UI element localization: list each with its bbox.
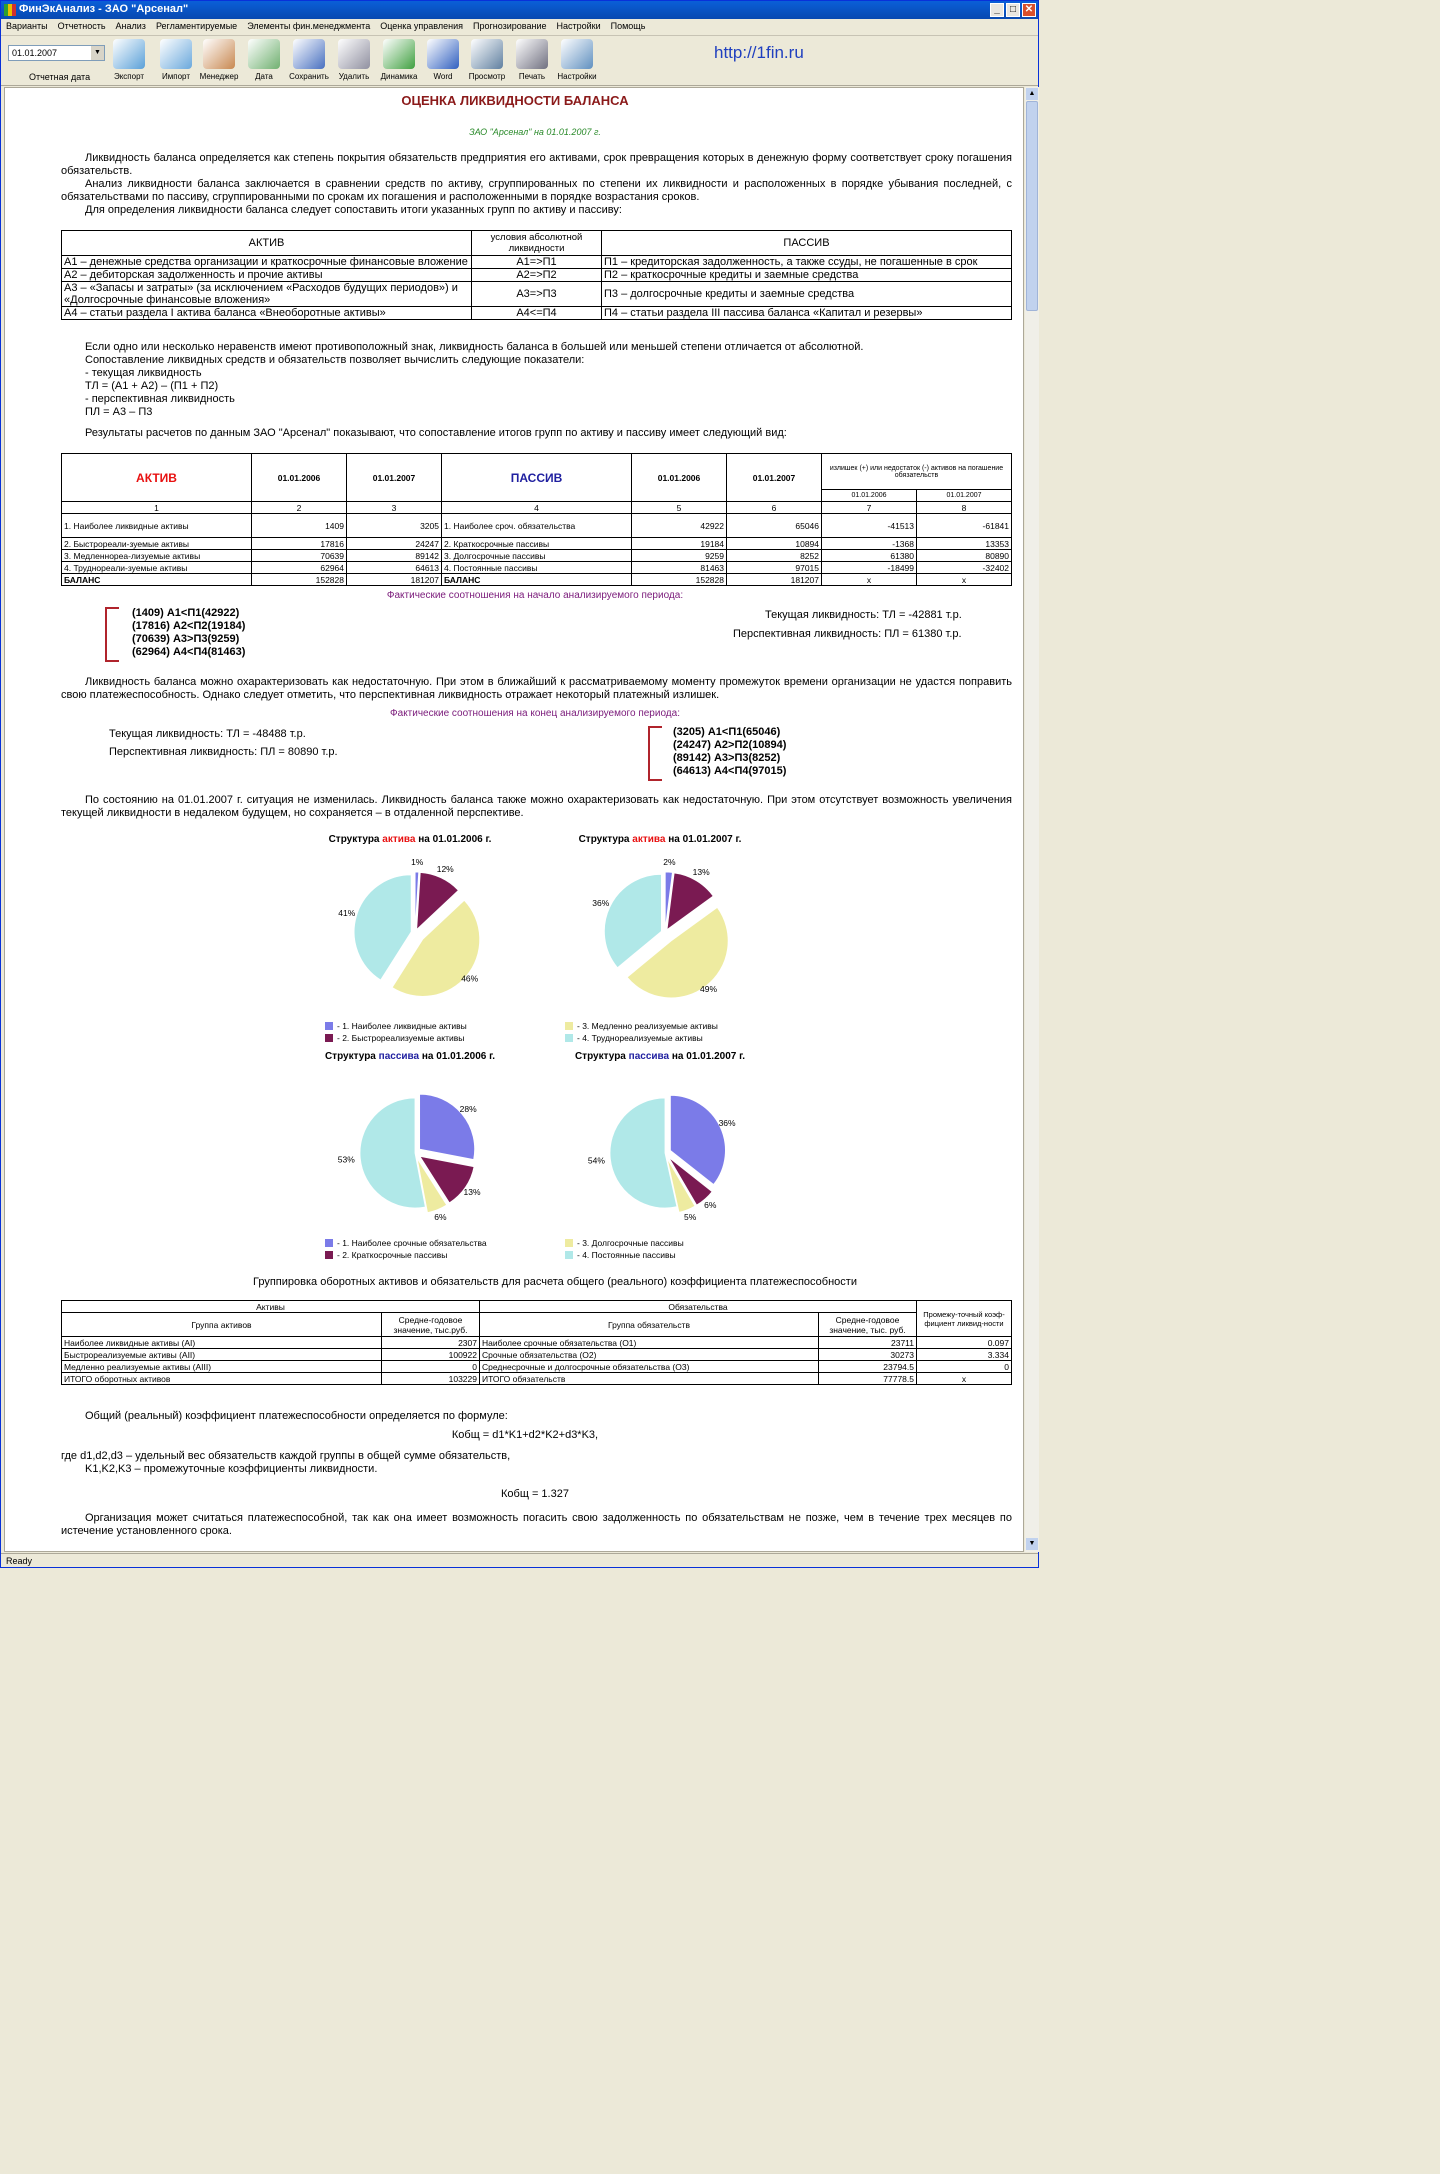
toolbar-save-button[interactable]: Сохранить <box>289 39 329 81</box>
status-bar: Ready <box>1 1553 1038 1568</box>
toolbar-import-button[interactable]: Импорт <box>156 39 196 81</box>
paragraph: По состоянию на 01.01.2007 г. ситуация не изменилась. Ликвидность баланса также можно охарактеризовать как недостаточную. При этом отсутствует возможность увеличения текущей ликвидности в недалеком будущем, но сохраняется – в отдаленной перспективе. <box>61 794 1012 819</box>
relation-line: (17816) А2<П2(19184) <box>132 620 246 632</box>
solvency-table: Активы Обязательства Промежу-точный коэф-фициент ликвид-ности Группа активов Средне-годовое значение, тыс.руб. Группа обязательств Средне-годовое значение, тыс. руб. Наиболее ликвидные активы (AI) 2307 Наиболее срочные обязательства (O1) 23711 0.097 Быстрореализуемые активы (AII) 100922 Срочные обязательства (O2) 30273 3.334 Медленно реализуемые активы (AIII) 0 Среднесрочные и долгосрочные обязательства (O3) 23794.5 0 ИТОГО оборотных активов 103229 ИТОГО обязательств 77778.5 x <box>61 1300 1012 1385</box>
paragraph: где d1,d2,d3 – удельный вес обязательств каждой группы в общей сумме обязательств, <box>61 1450 511 1462</box>
relation-line: (24247) А2>П2(10894) <box>673 739 787 751</box>
menu-variants[interactable]: Варианты <box>6 21 48 31</box>
word-icon <box>427 39 459 69</box>
perspective-liquidity-end: Перспективная ликвидность: ПЛ = 80890 т.р. <box>109 746 338 758</box>
current-liquidity-end: Текущая ликвидность: ТЛ = -48488 т.р. <box>109 728 306 740</box>
page-title: ОЦЕНКА ЛИКВИДНОСТИ БАЛАНСА <box>401 93 629 108</box>
table-row: 2. Быстрореали-зуемые активы 17816 24247 2. Краткосрочные пассивы 19184 10894 -1368 13353 <box>62 538 1012 550</box>
result-value: Кобщ = 1.327 <box>501 1488 569 1500</box>
chart-title-p2007: Структура пассива на 01.01.2007 г. <box>574 1051 746 1062</box>
legend-swatch <box>325 1022 333 1030</box>
manager-icon <box>203 39 235 69</box>
table-row: 1. Наиболее ликвидные активы 1409 3205 1. Наиболее сроч. обязательства 42922 65046 -41513 -61841 <box>62 514 1012 538</box>
relation-line: (3205) А1<П1(65046) <box>673 726 781 738</box>
pie-chart-aktiv-2006 <box>305 848 525 1003</box>
chevron-down-icon[interactable]: ▼ <box>91 46 104 60</box>
menu-regulated[interactable]: Регламентируемые <box>155 21 238 31</box>
table-row: Наиболее ликвидные активы (AI) 2307 Наиболее срочные обязательства (O1) 23711 0.097 <box>62 1337 1012 1349</box>
pie-label: 54% <box>587 1155 605 1166</box>
toolbar-export-button[interactable]: Экспорт <box>109 39 149 81</box>
paragraph: Общий (реальный) коэффициент платежеспособности определяется по формуле: <box>85 1410 508 1422</box>
page-subtitle: ЗАО "Арсенал" на 01.01.2007 г. <box>469 127 601 137</box>
window-title: ФинЭкАнализ - ЗАО "Арсенал" <box>19 3 189 15</box>
pie-label: 2% <box>663 857 676 868</box>
import-icon <box>160 39 192 69</box>
table-header: ПАССИВ <box>602 231 1012 256</box>
table-row: Быстрореализуемые активы (AII) 100922 Срочные обязательства (O2) 30273 3.334 <box>62 1349 1012 1361</box>
relation-line: (1409) А1<П1(42922) <box>132 607 240 619</box>
pie-slice <box>354 875 411 980</box>
pie-label: 13% <box>463 1186 481 1197</box>
chart-title-a2006: Структура актива на 01.01.2006 г. <box>328 834 492 845</box>
preview-icon <box>471 39 503 69</box>
toolbar-preview-button[interactable]: Просмотр <box>467 39 507 81</box>
formula-pl: ПЛ = А3 – П3 <box>85 406 153 418</box>
toolbar-chart-button[interactable]: Динамика <box>379 39 419 81</box>
relation-line: (64613) А4<П4(97015) <box>673 765 787 777</box>
menu-settings[interactable]: Настройки <box>556 21 601 31</box>
table-row: 4. Труднореали-зуемые активы 62964 64613 4. Постоянные пассивы 81463 97015 -18499 -32402 <box>62 562 1012 574</box>
pie-chart-passiv-2006 <box>305 1078 525 1223</box>
pie-chart-passiv-2007 <box>555 1078 775 1223</box>
balance-table: АКТИВ 01.01.2006 01.01.2007 ПАССИВ 01.01.2006 01.01.2007 излишек (+) или недостаток (-) активов на погашение обязательств 01.01.2006 01.01.2007 1 2 3 4 5 6 7 8 1. Наиболее ликвидные активы 1409 3205 1. Наиболее сроч. обязательства 42922 65046 -41513 -61841 2. Быстрореали-зуемые активы 17816 24247 2. Краткосрочные пассивы 19184 10894 -1368 13353 3. Медленнореа-лизуемые активы 70639 89142 3. Долгосрочные пассивы 9259 8252 61380 80890 4. Труднореали-зуемые активы 62964 64613 4. Постоянные пассивы 81463 97015 -18499 -32402 БАЛАНС 152828 181207 БАЛАНС 152828 181207 x x <box>61 453 1012 586</box>
legend-item: - 2. Быстрореализуемые активы <box>325 1033 464 1043</box>
scroll-down-icon[interactable]: ▼ <box>1026 1538 1038 1550</box>
toolbar-word-button[interactable]: Word <box>423 39 463 81</box>
current-liquidity-start: Текущая ликвидность: ТЛ = -42881 т.р. <box>765 609 962 621</box>
relation-bracket <box>648 726 662 781</box>
paragraph: Организация может считаться платежеспособной, так как она имеет возможность погасить свою задолженность по обязательствам не позже, чем в течение трех месяцев по истечение установленного срока. <box>61 1512 1012 1537</box>
pie-slice <box>604 874 661 967</box>
fact-end-heading: Фактические соотношения на конец анализируемого периода: <box>390 708 680 719</box>
legend-swatch <box>565 1239 573 1247</box>
paragraph: - текущая ликвидность <box>85 367 202 379</box>
pie-label: 6% <box>704 1200 717 1211</box>
legend-swatch <box>325 1034 333 1042</box>
grouping-title: Группировка оборотных активов и обязательств для расчета общего (реального) коэффициента платежеспособности <box>253 1276 857 1288</box>
legend-item: - 3. Медленно реализуемые активы <box>565 1021 718 1031</box>
paragraph: - перспективная ликвидность <box>85 393 235 405</box>
menu-analysis[interactable]: Анализ <box>115 21 146 31</box>
legend-swatch <box>565 1251 573 1259</box>
paragraph: K1,K2,K3 – промежуточные коэффициенты ликвидности. <box>85 1463 378 1475</box>
vertical-scrollbar[interactable] <box>1025 87 1039 1552</box>
toolbar-print-button[interactable]: Печать <box>512 39 552 81</box>
pie-label: 36% <box>592 897 610 908</box>
pie-label: 36% <box>718 1117 736 1128</box>
date-icon <box>248 39 280 69</box>
pie-label: 1% <box>411 857 424 868</box>
paragraph: Сопоставление ликвидных средств и обязательств позволяет вычислить следующие показатели: <box>85 354 585 366</box>
table-row: 3. Медленнореа-лизуемые активы 70639 89142 3. Долгосрочные пассивы 9259 8252 61380 80890 <box>62 550 1012 562</box>
report-content <box>4 87 1024 1552</box>
close-button[interactable]: ✕ <box>1022 3 1036 17</box>
table-row: А1 – денежные средства организации и краткосрочные финансовые вложение А1=>П1 П1 – кредиторская задолженность, а также ссуды, не погашенные в срок <box>62 256 1012 269</box>
relation-line: (70639) А3>П3(9259) <box>132 633 240 645</box>
legend-swatch <box>325 1239 333 1247</box>
date-select[interactable]: 01.01.2007 ▼ <box>8 45 105 61</box>
table-row: А3 – «Запасы и затраты» (за исключением «Расходов будущих периодов») и «Долгосрочные финансовые вложения» А3=>П3 П3 – долгосрочные кредиты и заемные средства <box>62 282 1012 307</box>
table-row: А2 – дебиторская задолженность и прочие активы А2=>П2 П2 – краткосрочные кредиты и заемные средства <box>62 269 1012 282</box>
relation-line: (62964) А4<П4(81463) <box>132 646 246 658</box>
menu-help[interactable]: Помощь <box>610 21 646 31</box>
menu-management-eval[interactable]: Оценка управления <box>380 21 463 31</box>
pie-label: 49% <box>700 984 718 995</box>
pie-label: 12% <box>436 863 454 874</box>
menu-forecasting[interactable]: Прогнозирование <box>472 21 547 31</box>
chart-icon <box>383 39 415 69</box>
pie-label: 6% <box>434 1212 447 1223</box>
table-row: БАЛАНС 152828 181207 БАЛАНС 152828 181207 x x <box>62 574 1012 586</box>
date-label: Отчетная дата <box>29 72 91 82</box>
toolbar <box>1 36 1038 86</box>
toolbar-settings-button[interactable]: Настройки <box>557 39 597 81</box>
relation-bracket <box>105 607 119 662</box>
export-icon <box>113 39 145 69</box>
paragraph: Анализ ликвидности баланса заключается в сравнении средств по активу, сгруппированных по степени их ликвидности и расположенных в порядке убывания последней, с обязательствами по пассиву, сгруппированными по срокам их погашения и расположенными в порядке возрастания сроков. <box>61 178 1012 203</box>
print-icon <box>516 39 548 69</box>
save-icon <box>293 39 325 69</box>
table-row: ИТОГО оборотных активов 103229 ИТОГО обязательств 77778.5 x <box>62 1373 1012 1385</box>
paragraph: Если одно или несколько неравенств имеют противоположный знак, ликвидность баланса в большей или меньшей степени отличается от абсолютной. <box>85 341 864 353</box>
pie-chart-aktiv-2007 <box>555 848 775 1003</box>
perspective-liquidity-start: Перспективная ликвидность: ПЛ = 61380 т.р. <box>733 628 962 640</box>
relation-line: (89142) А3>П3(8252) <box>673 752 781 764</box>
pie-slice <box>610 1098 677 1208</box>
formula-tl: ТЛ = (А1 + А2) – (П1 + П2) <box>85 380 219 392</box>
title-bar <box>1 1 1038 19</box>
legend-swatch <box>565 1034 573 1042</box>
menu-fin-management[interactable]: Элементы фин.менеджмента <box>247 21 371 31</box>
pie-slice <box>360 1098 425 1208</box>
table-row: А4 – статьи раздела I актива баланса «Внеоборотные активы» А4<=П4 П4 – статьи раздела III пассива баланса «Капитал и резервы» <box>62 307 1012 320</box>
paragraph: Ликвидность баланса можно охарактеризовать как недостаточную. При этом в ближайший к рассматриваемому моменту промежуток времени организации не удастся поправить свою платежеспособность. Однако следует отметить, что перспективная ликвидность отражает некоторый платежный излишек. <box>61 676 1012 701</box>
toolbar-date-button[interactable]: Дата <box>244 39 284 81</box>
pie-label: 41% <box>338 908 356 919</box>
chart-title-a2007: Структура актива на 01.01.2007 г. <box>578 834 742 845</box>
paragraph: Ликвидность баланса определяется как степень покрытия обязательств предприятия его активами, срок превращения которых в денежную форму соответствует сроку погашения обязательств. <box>61 152 1012 177</box>
legend-item: - 1. Наиболее ликвидные активы <box>325 1021 467 1031</box>
legend-item: - 4. Постоянные пассивы <box>565 1250 676 1260</box>
table-row: Медленно реализуемые активы (AIII) 0 Среднесрочные и долгосрочные обязательства (O3) 23794.5 0 <box>62 1361 1012 1373</box>
minimize-button[interactable]: _ <box>990 3 1004 17</box>
legend-swatch <box>325 1251 333 1259</box>
maximize-button[interactable]: □ <box>1006 3 1020 17</box>
delete-icon <box>338 39 370 69</box>
settings-icon <box>561 39 593 69</box>
legend-item: - 1. Наиболее срочные обязательства <box>325 1238 487 1248</box>
liquidity-groups-table <box>61 230 1012 320</box>
table-header: условия абсолютной ликвидности <box>472 231 602 256</box>
fact-start-heading: Фактические соотношения на начало анализируемого периода: <box>386 590 684 601</box>
pie-label: 28% <box>459 1104 477 1115</box>
legend-item: - 2. Краткосрочные пассивы <box>325 1250 447 1260</box>
formula: Кобщ = d1*K1+d2*K2+d3*K3, <box>451 1429 599 1441</box>
pie-label: 5% <box>684 1212 697 1223</box>
pie-label: 13% <box>692 866 710 877</box>
chart-title-p2006: Структура пассива на 01.01.2006 г. <box>324 1051 496 1062</box>
site-link[interactable]: http://1fin.ru <box>714 43 804 62</box>
menu-reports[interactable]: Отчетность <box>57 21 106 31</box>
legend-swatch <box>565 1022 573 1030</box>
paragraph: Для определения ликвидности баланса следует сопоставить итоги указанных групп по активу и пассиву: <box>85 204 622 216</box>
scroll-up-icon[interactable]: ▲ <box>1026 88 1038 100</box>
legend-item: - 4. Труднореализуемые активы <box>565 1033 703 1043</box>
pie-label: 53% <box>337 1154 355 1165</box>
pie-label: 46% <box>461 973 479 984</box>
scroll-thumb[interactable] <box>1026 101 1038 311</box>
menu-bar <box>1 19 1038 36</box>
legend-item: - 3. Долгосрочные пассивы <box>565 1238 684 1248</box>
toolbar-manager-button[interactable]: Менеджер <box>199 39 239 81</box>
toolbar-delete-button[interactable]: Удалить <box>334 39 374 81</box>
app-icon <box>4 4 16 16</box>
paragraph: Результаты расчетов по данным ЗАО "Арсенал" показывают, что сопоставление итогов групп по активу и пассиву имеет следующий вид: <box>85 427 787 439</box>
table-header: АКТИВ <box>62 231 472 256</box>
